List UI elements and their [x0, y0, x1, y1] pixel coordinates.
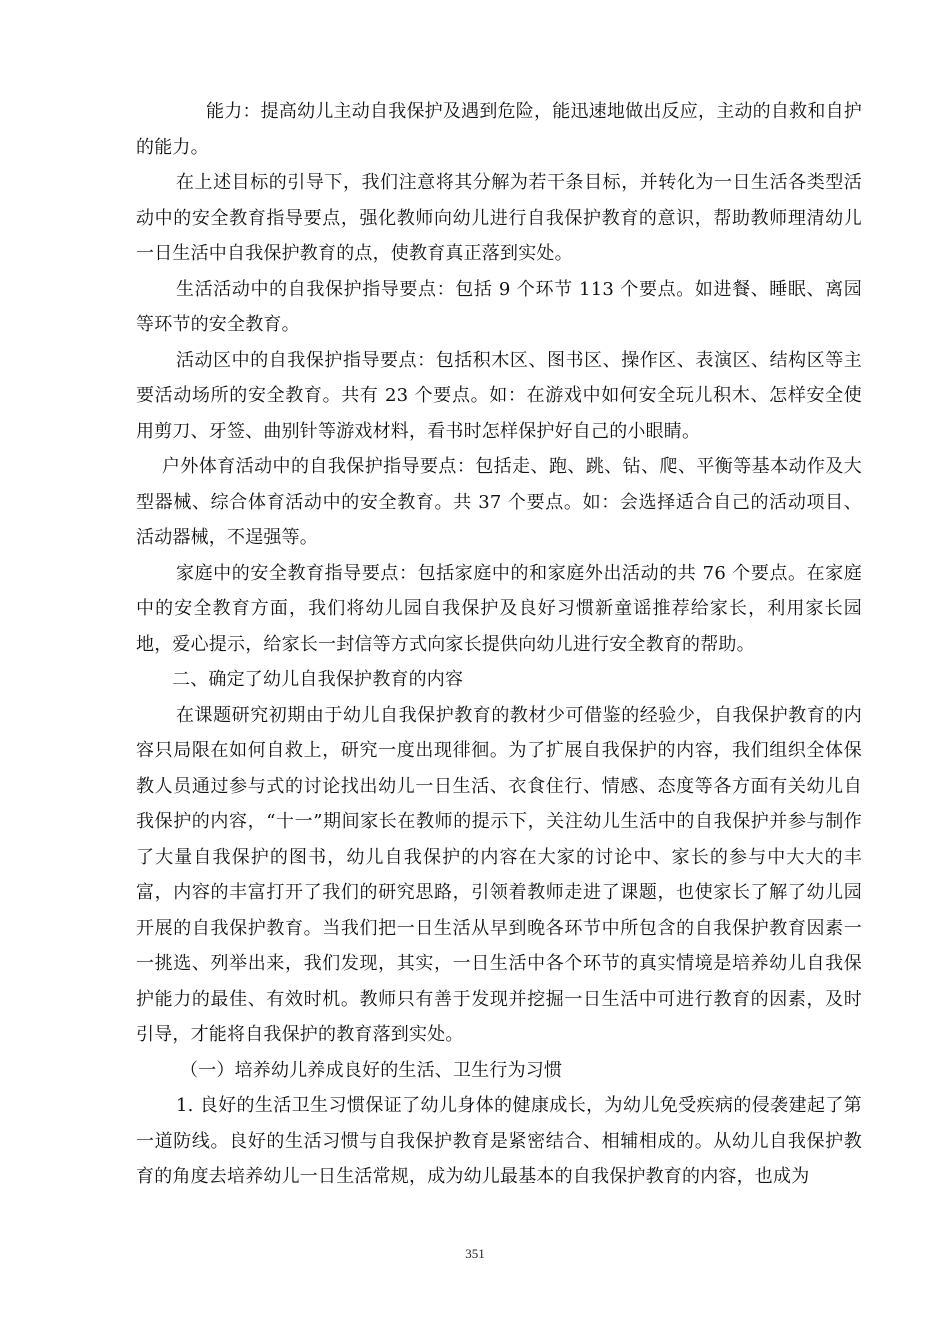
paragraph-goal-decomposition: 在上述目标的引导下，我们注意将其分解为若干条目标，并转化为一日生活各类型活动中的安全教育指导要点，强化教师向幼儿进行自我保护教育的意识，帮助教师理清幼儿一日生活中自我保护教育的点，使教育真正落到实处。 — [136, 172, 862, 264]
subsection-heading-habits: （一）培养幼儿养成良好的生活、卫生行为习惯 — [180, 1059, 563, 1081]
body-text — [136, 94, 862, 1195]
paragraph-daily-life-points: 生活活动中的自我保护指导要点：包括 9 个环节 113 个要点。如进餐、睡眠、离园等环节的安全教育。 — [136, 278, 862, 335]
section-heading-content: 二、确定了幼儿自我保护教育的内容 — [172, 669, 464, 690]
page-number: 351 — [465, 1246, 485, 1261]
paragraph-family-safety-points: 家庭中的安全教育指导要点：包括家庭中的和家庭外出活动的共 76 个要点。在家庭中的安全教育方面，我们将幼儿园自我保护及良好习惯新童谣推荐给家长，利用家长园地，爱心提示，给家长一封信等方式向家长提供向幼儿进行安全教育的帮助。 — [136, 562, 862, 655]
paragraph-research-content: 在课题研究初期由于幼儿自我保护教育的教材少可借鉴的经验少，自我保护教育的内容只局限在如何自救上，研究一度出现徘徊。为了扩展自我保护的内容，我们组织全体保教人员通过参与式的讨论找出幼儿一日生活、衣食住行、情感、态度等各方面有关幼儿自我保护的内容，“十一”期间家长在教师的提示下，关注幼儿生活中的自我保护并参与制作了大量自我保护的图书，幼儿自我保护的内容在大家的讨论中、家长的参与中大大的丰富，内容的丰富打开了我们的研究思路，引领着教师走进了课题，也使家长了解了幼儿园开展的自我保护教育。当我们把一日生活从早到晚各环节中所包含的自我保护教育因素一一挑选、列举出来，我们发现，其实，一日生活中各个环节的真实情境是培养幼儿自我保护能力的最佳、有效时机。教师只有善于发现并挖掘一日生活中可进行教育的因素，及时引导，才能将自我保护的教育落到实处。 — [136, 704, 862, 1045]
paragraph-ability-goal: 能力：提高幼儿主动自我保护及遇到危险，能迅速地做出反应，主动的自救和自护的能力。 — [136, 101, 862, 158]
paragraph-hygiene-habits: 1. 良好的生活卫生习惯保证了幼儿身体的健康成长，为幼儿免受疾病的侵袭建起了第一道防线。良好的生活习惯与自我保护教育是紧密结合、相辅相成的。从幼儿自我保护教育的角度去培养幼儿一日生活常规，成为幼儿最基本的自我保护教育的内容，也成为 — [136, 1095, 862, 1187]
paragraph-activity-area-points: 活动区中的自我保护指导要点：包括积木区、图书区、操作区、表演区、结构区等主要活动场所的安全教育。共有 23 个要点。如：在游戏中如何安全玩儿积木、怎样安全使用剪刀、牙签、曲别针等游戏材料，看书时怎样保护好自己的小眼睛。 — [136, 349, 862, 442]
paragraph-outdoor-sports-points: 户外体育活动中的自我保护指导要点：包括走、跑、跳、钻、爬、平衡等基本动作及大型器械、综合体育活动中的安全教育。共 37 个要点。如：会选择适合自己的活动项目、活动器械，不逞强等。 — [136, 456, 862, 548]
